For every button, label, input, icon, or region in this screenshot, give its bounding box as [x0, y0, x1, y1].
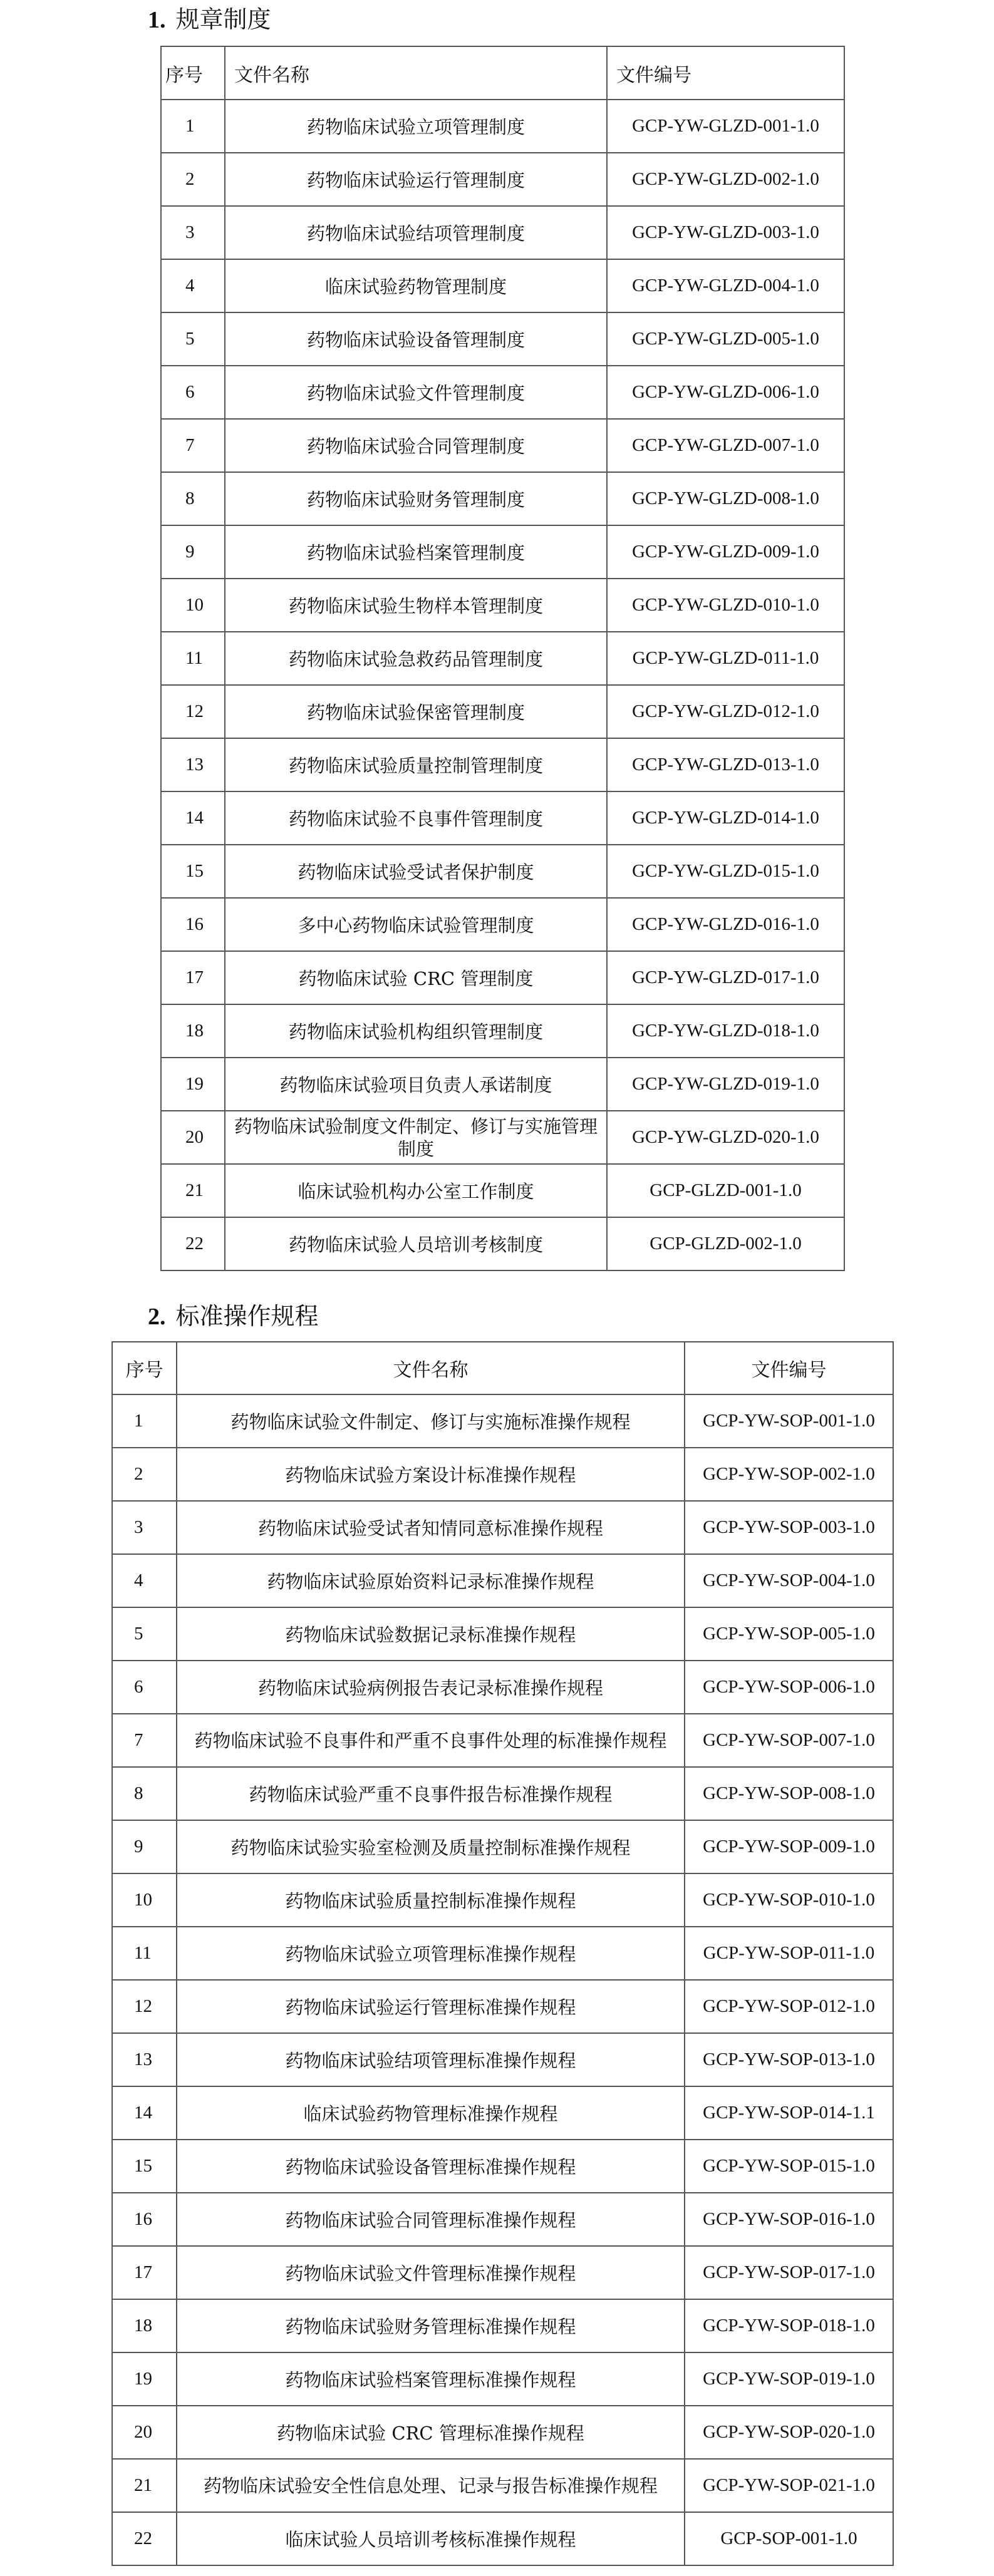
cell-file-name: 药物临床试验 CRC 管理标准操作规程: [177, 2406, 685, 2459]
cell-file-code: GCP-YW-GLZD-014-1.0: [607, 791, 844, 845]
cell-file-name: 药物临床试验质量控制管理制度: [225, 738, 607, 791]
table-row: [161, 312, 844, 366]
table-header-row: [112, 1342, 893, 1394]
table-row: [112, 2459, 893, 2512]
cell-file-name: 药物临床试验严重不良事件报告标准操作规程: [177, 1767, 685, 1820]
table-row: [112, 1927, 893, 1980]
cell-serial-number: 19: [161, 1058, 225, 1111]
table-row: [161, 259, 844, 312]
cell-serial-number: 6: [112, 1661, 177, 1714]
cell-file-name: 药物临床试验设备管理制度: [225, 312, 607, 366]
section-1-heading: [148, 8, 271, 32]
section-1-number: 1.: [148, 7, 166, 33]
cell-file-name: 临床试验药物管理标准操作规程: [177, 2086, 685, 2140]
cell-file-name: 药物临床试验运行管理制度: [225, 153, 607, 206]
cell-file-name: 药物临床试验安全性信息处理、记录与报告标准操作规程: [177, 2459, 685, 2512]
table-row: [112, 2352, 893, 2406]
table-row: [112, 1448, 893, 1501]
cell-file-code: GCP-YW-SOP-005-1.0: [685, 1607, 893, 1661]
cell-serial-number: 18: [112, 2299, 177, 2352]
regulations-table: [160, 46, 845, 1271]
cell-serial-number: 15: [161, 845, 225, 898]
cell-file-code: GCP-YW-GLZD-020-1.0: [607, 1111, 844, 1164]
cell-file-name: 药物临床试验财务管理制度: [225, 472, 607, 525]
cell-file-code: GCP-YW-SOP-021-1.0: [685, 2459, 893, 2512]
cell-file-code: GCP-YW-GLZD-001-1.0: [607, 100, 844, 153]
cell-file-code: GCP-YW-SOP-002-1.0: [685, 1448, 893, 1501]
table-row: [161, 1164, 844, 1217]
header-file-code: 文件编号: [685, 1342, 893, 1394]
table-row: [161, 472, 844, 525]
cell-file-code: GCP-YW-GLZD-002-1.0: [607, 153, 844, 206]
table-row: [161, 579, 844, 632]
cell-serial-number: 18: [161, 1004, 225, 1058]
section-2-title: 标准操作规程: [175, 1302, 319, 1330]
table-row: [161, 100, 844, 153]
cell-file-name: 药物临床试验病例报告表记录标准操作规程: [177, 1661, 685, 1714]
cell-file-name: 药物临床试验机构组织管理制度: [225, 1004, 607, 1058]
cell-serial-number: 2: [161, 153, 225, 206]
cell-file-name: 药物临床试验不良事件管理制度: [225, 791, 607, 845]
section-2-number: 2.: [148, 1304, 166, 1330]
cell-file-name: 药物临床试验项目负责人承诺制度: [225, 1058, 607, 1111]
table-row: [112, 2246, 893, 2299]
table-row: [112, 1607, 893, 1661]
table-row: [112, 1767, 893, 1820]
cell-file-name: 药物临床试验结项管理制度: [225, 206, 607, 259]
cell-file-name: 药物临床试验人员培训考核制度: [225, 1217, 607, 1270]
cell-file-code: GCP-YW-SOP-010-1.0: [685, 1873, 893, 1927]
table-row: [112, 2193, 893, 2246]
table-row: [112, 2033, 893, 2086]
cell-file-code: GCP-YW-SOP-011-1.0: [685, 1927, 893, 1980]
cell-file-code: GCP-YW-SOP-012-1.0: [685, 1980, 893, 2033]
cell-serial-number: 11: [161, 632, 225, 685]
table-row: [161, 632, 844, 685]
table-row: [112, 2140, 893, 2193]
cell-file-code: GCP-YW-GLZD-007-1.0: [607, 419, 844, 472]
cell-file-code: GCP-YW-SOP-009-1.0: [685, 1820, 893, 1873]
cell-serial-number: 8: [161, 472, 225, 525]
cell-file-name: 药物临床试验急救药品管理制度: [225, 632, 607, 685]
cell-serial-number: 9: [112, 1820, 177, 1873]
cell-file-code: GCP-YW-SOP-006-1.0: [685, 1661, 893, 1714]
cell-file-code: GCP-YW-GLZD-019-1.0: [607, 1058, 844, 1111]
cell-file-code: GCP-YW-GLZD-004-1.0: [607, 259, 844, 312]
cell-serial-number: 12: [161, 685, 225, 738]
table-row: [161, 525, 844, 579]
cell-file-name: 药物临床试验文件制定、修订与实施标准操作规程: [177, 1394, 685, 1448]
cell-serial-number: 17: [161, 951, 225, 1004]
cell-file-name: 药物临床试验受试者保护制度: [225, 845, 607, 898]
cell-file-code: GCP-YW-GLZD-008-1.0: [607, 472, 844, 525]
cell-file-code: GCP-YW-GLZD-011-1.0: [607, 632, 844, 685]
cell-file-name: 药物临床试验不良事件和严重不良事件处理的标准操作规程: [177, 1714, 685, 1767]
cell-file-name: 药物临床试验合同管理标准操作规程: [177, 2193, 685, 2246]
cell-file-code: GCP-YW-SOP-007-1.0: [685, 1714, 893, 1767]
cell-serial-number: 7: [112, 1714, 177, 1767]
table-row: [161, 153, 844, 206]
table-row: [161, 1004, 844, 1058]
cell-file-code: GCP-YW-SOP-013-1.0: [685, 2033, 893, 2086]
cell-file-name: 药物临床试验质量控制标准操作规程: [177, 1873, 685, 1927]
cell-file-name: 临床试验人员培训考核标准操作规程: [177, 2512, 685, 2565]
cell-serial-number: 8: [112, 1767, 177, 1820]
table-row: [112, 1661, 893, 1714]
cell-file-code: GCP-YW-SOP-020-1.0: [685, 2406, 893, 2459]
cell-serial-number: 6: [161, 366, 225, 419]
table-row: [112, 1820, 893, 1873]
table-header-row: [161, 46, 844, 100]
header-serial-number: 序号: [112, 1342, 177, 1394]
cell-file-code: GCP-YW-SOP-017-1.0: [685, 2246, 893, 2299]
cell-file-code: GCP-YW-SOP-019-1.0: [685, 2352, 893, 2406]
cell-file-code: GCP-YW-SOP-014-1.1: [685, 2086, 893, 2140]
header-file-code: 文件编号: [607, 46, 844, 100]
table-row: [161, 1217, 844, 1270]
table-row: [161, 685, 844, 738]
cell-serial-number: 17: [112, 2246, 177, 2299]
cell-file-code: GCP-YW-GLZD-013-1.0: [607, 738, 844, 791]
cell-file-name: 药物临床试验数据记录标准操作规程: [177, 1607, 685, 1661]
cell-file-code: GCP-YW-SOP-018-1.0: [685, 2299, 893, 2352]
table-row: [161, 898, 844, 951]
cell-file-code: GCP-GLZD-002-1.0: [607, 1217, 844, 1270]
cell-file-name: 临床试验机构办公室工作制度: [225, 1164, 607, 1217]
table-row: [112, 1501, 893, 1554]
cell-serial-number: 22: [112, 2512, 177, 2565]
table-row: [112, 1980, 893, 2033]
cell-serial-number: 19: [112, 2352, 177, 2406]
cell-serial-number: 5: [161, 312, 225, 366]
cell-file-code: GCP-YW-GLZD-015-1.0: [607, 845, 844, 898]
table-row: [112, 1394, 893, 1448]
table-row: [112, 2512, 893, 2565]
table-row: [161, 206, 844, 259]
cell-file-code: GCP-YW-GLZD-003-1.0: [607, 206, 844, 259]
table-row: [161, 845, 844, 898]
cell-serial-number: 13: [161, 738, 225, 791]
cell-file-code: GCP-YW-GLZD-017-1.0: [607, 951, 844, 1004]
cell-serial-number: 22: [161, 1217, 225, 1270]
cell-serial-number: 1: [161, 100, 225, 153]
cell-file-code: GCP-YW-SOP-008-1.0: [685, 1767, 893, 1820]
table-row: [112, 2086, 893, 2140]
cell-file-name: 药物临床试验档案管理标准操作规程: [177, 2352, 685, 2406]
cell-file-code: GCP-YW-GLZD-018-1.0: [607, 1004, 844, 1058]
cell-file-name: 药物临床试验设备管理标准操作规程: [177, 2140, 685, 2193]
cell-file-name: 药物临床试验运行管理标准操作规程: [177, 1980, 685, 2033]
header-file-name: 文件名称: [177, 1342, 685, 1394]
table-row: [112, 1873, 893, 1927]
table-row: [161, 1111, 844, 1164]
table-row: [161, 366, 844, 419]
cell-serial-number: 15: [112, 2140, 177, 2193]
cell-serial-number: 14: [161, 791, 225, 845]
cell-serial-number: 12: [112, 1980, 177, 2033]
cell-serial-number: 2: [112, 1448, 177, 1501]
header-serial-number: 序号: [161, 46, 225, 100]
regulations-table-body: [161, 100, 844, 1270]
cell-file-code: GCP-YW-GLZD-009-1.0: [607, 525, 844, 579]
table-row: [112, 1714, 893, 1767]
cell-serial-number: 4: [161, 259, 225, 312]
table-row: [112, 1554, 893, 1607]
cell-file-code: GCP-YW-SOP-016-1.0: [685, 2193, 893, 2246]
cell-file-name: 药物临床试验保密管理制度: [225, 685, 607, 738]
cell-file-code: GCP-GLZD-001-1.0: [607, 1164, 844, 1217]
cell-file-code: GCP-YW-SOP-003-1.0: [685, 1501, 893, 1554]
table-row: [161, 791, 844, 845]
cell-serial-number: 7: [161, 419, 225, 472]
cell-file-name: 药物临床试验生物样本管理制度: [225, 579, 607, 632]
cell-file-code: GCP-YW-SOP-001-1.0: [685, 1394, 893, 1448]
table-row: [161, 1058, 844, 1111]
sop-table: [111, 1341, 894, 2566]
cell-serial-number: 4: [112, 1554, 177, 1607]
cell-file-code: GCP-YW-GLZD-016-1.0: [607, 898, 844, 951]
cell-file-name: 多中心药物临床试验管理制度: [225, 898, 607, 951]
cell-file-name: 药物临床试验结项管理标准操作规程: [177, 2033, 685, 2086]
cell-file-name: 药物临床试验立项管理标准操作规程: [177, 1927, 685, 1980]
cell-file-name: 药物临床试验财务管理标准操作规程: [177, 2299, 685, 2352]
cell-serial-number: 21: [112, 2459, 177, 2512]
cell-file-code: GCP-YW-GLZD-012-1.0: [607, 685, 844, 738]
cell-file-name: 临床试验药物管理制度: [225, 259, 607, 312]
cell-serial-number: 21: [161, 1164, 225, 1217]
cell-serial-number: 3: [161, 206, 225, 259]
cell-file-name: 药物临床试验原始资料记录标准操作规程: [177, 1554, 685, 1607]
cell-file-code: GCP-YW-GLZD-010-1.0: [607, 579, 844, 632]
table-row: [161, 738, 844, 791]
section-2-heading: [148, 1304, 319, 1329]
section-1-title: 规章制度: [175, 6, 271, 33]
cell-serial-number: 16: [112, 2193, 177, 2246]
table-row: [161, 951, 844, 1004]
cell-file-code: GCP-YW-SOP-004-1.0: [685, 1554, 893, 1607]
cell-serial-number: 5: [112, 1607, 177, 1661]
cell-file-code: GCP-YW-GLZD-006-1.0: [607, 366, 844, 419]
cell-serial-number: 9: [161, 525, 225, 579]
cell-serial-number: 13: [112, 2033, 177, 2086]
cell-file-code: GCP-YW-GLZD-005-1.0: [607, 312, 844, 366]
cell-file-name: 药物临床试验文件管理标准操作规程: [177, 2246, 685, 2299]
cell-file-name: 药物临床试验合同管理制度: [225, 419, 607, 472]
cell-serial-number: 14: [112, 2086, 177, 2140]
cell-file-name: 药物临床试验档案管理制度: [225, 525, 607, 579]
cell-serial-number: 11: [112, 1927, 177, 1980]
sop-table-body: [112, 1394, 893, 2565]
cell-file-code: GCP-YW-SOP-015-1.0: [685, 2140, 893, 2193]
cell-serial-number: 3: [112, 1501, 177, 1554]
cell-file-name: 药物临床试验方案设计标准操作规程: [177, 1448, 685, 1501]
table-row: [112, 2299, 893, 2352]
cell-file-name: 药物临床试验文件管理制度: [225, 366, 607, 419]
cell-file-name: 药物临床试验受试者知情同意标准操作规程: [177, 1501, 685, 1554]
cell-file-name: 药物临床试验立项管理制度: [225, 100, 607, 153]
cell-serial-number: 1: [112, 1394, 177, 1448]
header-file-name: 文件名称: [225, 46, 607, 100]
table-row: [161, 419, 844, 472]
table-row: [112, 2406, 893, 2459]
cell-serial-number: 20: [161, 1111, 225, 1164]
cell-serial-number: 20: [112, 2406, 177, 2459]
cell-file-code: GCP-SOP-001-1.0: [685, 2512, 893, 2565]
cell-serial-number: 10: [112, 1873, 177, 1927]
cell-file-name: 药物临床试验制度文件制定、修订与实施管理制度: [225, 1111, 607, 1164]
cell-serial-number: 16: [161, 898, 225, 951]
cell-file-name: 药物临床试验实验室检测及质量控制标准操作规程: [177, 1820, 685, 1873]
cell-file-name: 药物临床试验 CRC 管理制度: [225, 951, 607, 1004]
cell-serial-number: 10: [161, 579, 225, 632]
